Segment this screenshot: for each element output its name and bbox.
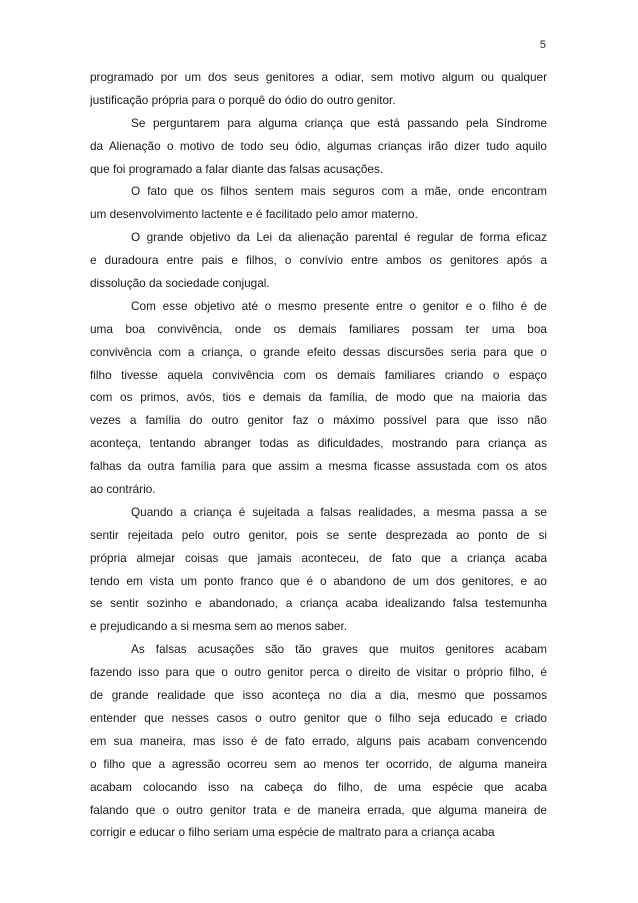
document-body — [90, 66, 547, 844]
text-line: As falsas acusações são tão graves que muitos genitores acabam — [131, 642, 547, 657]
text-line: um desenvolvimento lactente e é facilitado pelo amor materno. — [90, 207, 418, 222]
text-line: corrigir e educar o filho seriam uma espécie de maltrato para a criança acaba — [90, 825, 495, 840]
paragraph — [90, 501, 547, 638]
text-line: dissolução da sociedade conjugal. — [90, 276, 270, 291]
paragraph — [90, 295, 547, 501]
paragraph — [90, 66, 547, 112]
text-line: Com esse objetivo até o mesmo presente entre o genitor e o filho é de — [131, 298, 547, 313]
text-line: sentir rejeitada pelo outro genitor, pois se sente desprezada ao ponto de si — [90, 527, 547, 542]
text-line: se sentir sozinho e abandonado, a criança acaba idealizando falsa testemunha — [90, 596, 547, 611]
text-line: da Alienação o motivo de todo seu ódio, algumas crianças irão dizer tudo aquilo — [90, 138, 547, 153]
text-line: acabam colocando isso na cabeça do filho, de uma espécie que acaba — [90, 779, 547, 794]
text-line: de grande realidade que isso aconteça no dia a dia, mesmo que possamos — [90, 688, 547, 703]
text-line: em sua maneira, mas isso é de fato errado, alguns pais acabam convencendo — [90, 733, 547, 748]
text-line: filho tivesse aquela convivência com os demais familiares criando o espaço — [90, 367, 547, 382]
text-line: própria almejar coisas que jamais aconteceu, de fato que a criança acaba — [90, 550, 547, 565]
text-line: falhas da outra família para que assim a mesma ficasse assustada com os atos — [90, 459, 547, 474]
text-line: convivência com a criança, o grande efeito dessas discursões seria para que o — [90, 344, 547, 359]
text-line: aconteça, tentando abranger todas as dificuldades, mostrando para criança as — [90, 436, 547, 451]
paragraph — [90, 180, 547, 226]
paragraph — [90, 638, 547, 844]
text-line: e duradoura entre pais e filhos, o convívio entre ambos os genitores após a — [90, 253, 547, 268]
text-line: ao contrário. — [90, 482, 156, 497]
text-line: que foi programado a falar diante das falsas acusações. — [90, 161, 384, 176]
text-line: O fato que os filhos sentem mais seguros com a mãe, onde encontram — [131, 184, 547, 199]
text-line: o filho que a agressão ocorreu sem ao menos ter ocorrido, de alguma maneira — [90, 756, 547, 771]
text-line: programado por um dos seus genitores a odiar, sem motivo algum ou qualquer — [90, 70, 547, 84]
text-line: Quando a criança é sujeitada a falsas realidades, a mesma passa a se — [131, 504, 547, 519]
text-line: O grande objetivo da Lei da alienação parental é regular de forma eficaz — [131, 230, 547, 245]
paragraph — [90, 226, 547, 295]
text-line: e prejudicando a si mesma sem ao menos saber. — [90, 619, 348, 634]
text-line: justificação própria para o porquê do ódio do outro genitor. — [90, 92, 396, 107]
text-line: falando que o outro genitor trata e de maneira errada, que alguma maneira de — [90, 802, 547, 817]
text-line: com os primos, avós, tios e demais da família, de modo que na maioria das — [90, 390, 547, 405]
text-line: tendo em vista um ponto franco que é o abandono de um dos genitores, e ao — [90, 573, 547, 588]
text-line: fazendo isso para que o outro genitor perca o direito de visitar o próprio filho, é — [90, 665, 547, 680]
text-line: vezes a família do outro genitor faz o máximo possível para que isso não — [90, 413, 547, 428]
text-line: entender que nesses casos o outro genitor que o filho seja educado e criado — [90, 710, 547, 725]
page-number: 5 — [539, 39, 546, 51]
paragraph — [90, 112, 547, 181]
text-line: uma boa convivência, onde os demais familiares possam ter uma boa — [90, 321, 547, 336]
text-line: Se perguntarem para alguma criança que está passando pela Síndrome — [131, 115, 547, 130]
